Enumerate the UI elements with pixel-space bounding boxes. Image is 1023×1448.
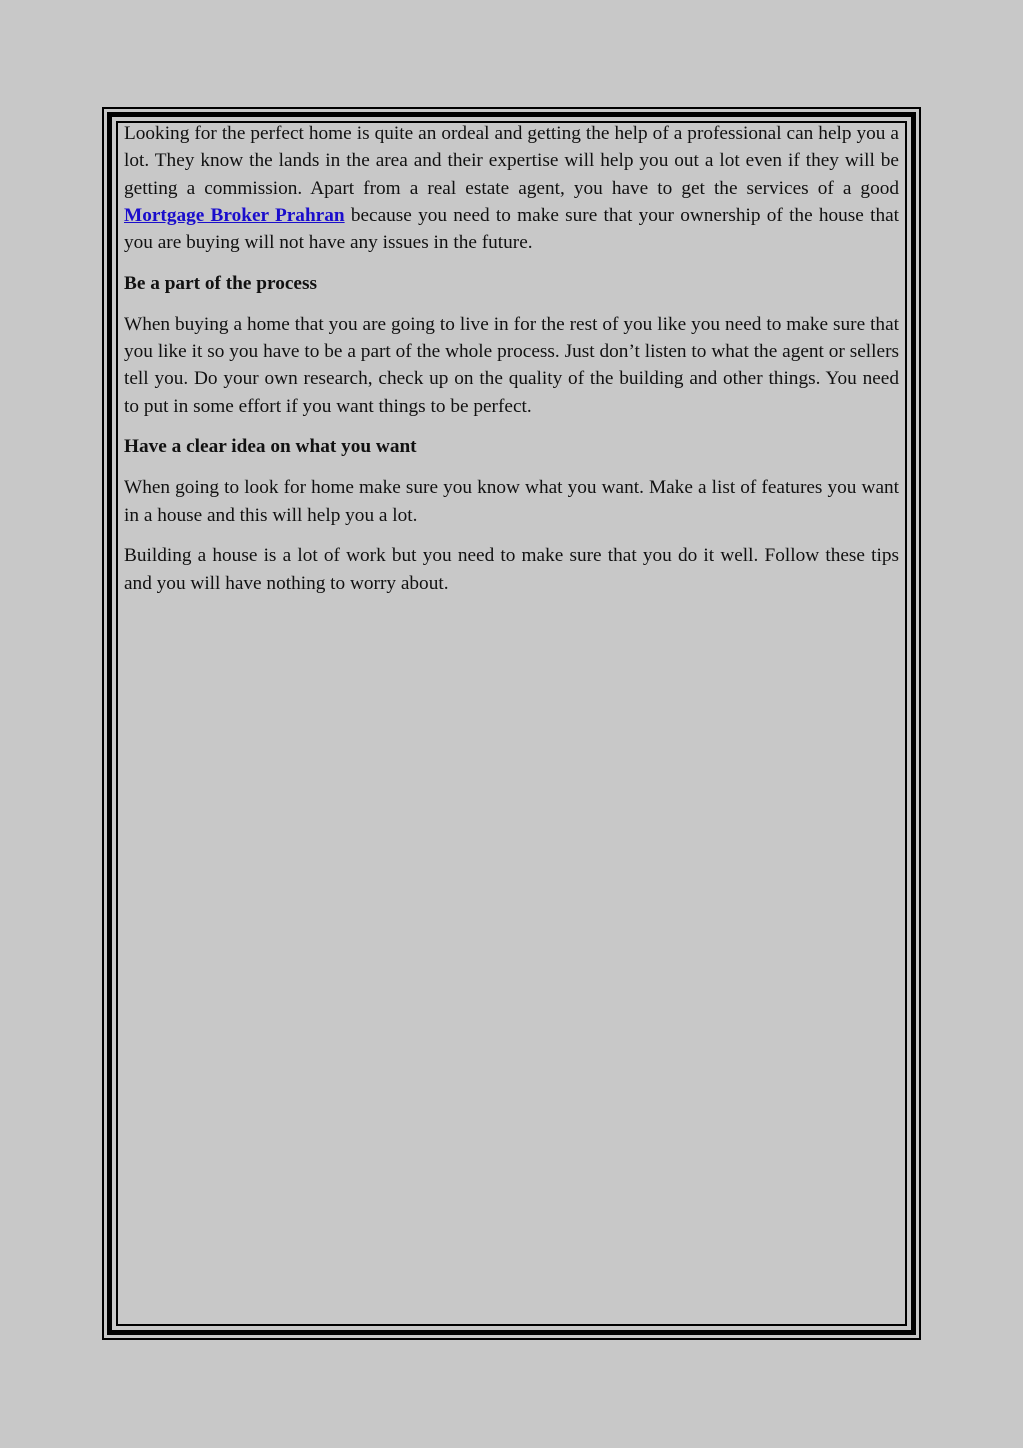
intro-text-after-link: because you need to make sure that your ownership of the house that you are buying will not have any issues in the future. [124, 204, 900, 254]
intro-paragraph [124, 120, 899, 256]
closing-paragraph: Building a house is a lot of work but you need to make sure that you do it well. Follow these tips and you will have nothing to worry about. [124, 545, 899, 594]
section-heading-clear-idea: Have a clear idea on what you want [124, 436, 417, 458]
section-paragraph-clear-idea: When going to look for home make sure you know what you want. Make a list of features you want in a house and this will help you a lot. [124, 477, 899, 526]
section-heading-process: Be a part of the process [124, 272, 317, 294]
document-body [124, 120, 899, 610]
mortgage-broker-link[interactable]: Mortgage Broker Prahran [124, 204, 345, 226]
intro-text-before-link: Looking for the perfect home is quite an ordeal and getting the help of a professional can help you a lot. They know the lands in the area and their expertise will help you out a lot even if they will be getting a commission. Apart from a real estate agent, you have to get the services of a good [124, 123, 899, 199]
section-paragraph-process: When buying a home that you are going to live in for the rest of you like you need to make sure that you like it so you have to be a part of the whole process. Just don’t listen to what the agent or sellers tell you. Do your own research, check up on the quality of the building and other things. You need to put in some effort if you want things to be perfect. [124, 313, 899, 417]
